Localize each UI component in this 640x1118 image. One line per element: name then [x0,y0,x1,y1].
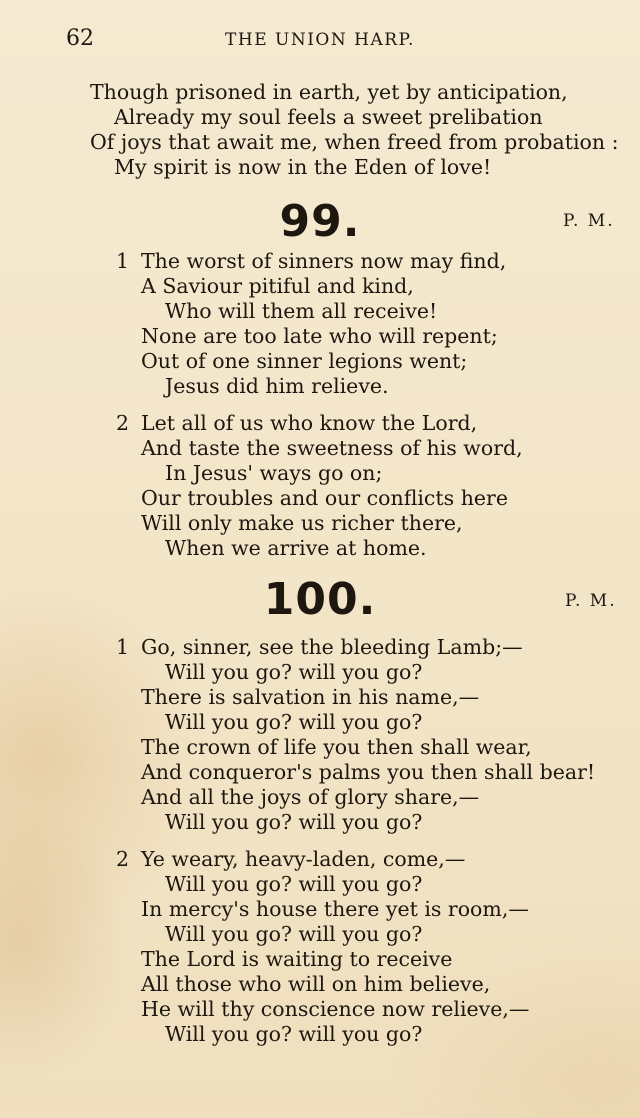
verse-line: In mercy's house there yet is room,— [141,897,529,921]
verse-line: The worst of sinners now may find, [141,249,507,273]
verse-line: In Jesus' ways go on; [165,461,383,485]
verse-line: A Saviour pitiful and kind, [141,274,414,298]
verse-line: Will you go? will you go? [165,810,423,834]
verse-line: When we arrive at home. [165,536,427,560]
verse-line: Out of one sinner legions went; [141,349,468,373]
verse-line: Will you go? will you go? [165,922,423,946]
stanza-number: 2 [116,411,130,435]
intro-stanza [90,80,635,180]
verse-line: And all the joys of glory share,— [141,785,480,809]
verse-line: Of joys that await me, when freed from probation : [90,130,619,154]
verse-line: And conqueror's palms you then shall bear! [141,760,596,784]
verse-line: All those who will on him believe, [141,972,491,996]
verse-line: Will only make us richer there, [141,511,463,535]
hymn-number: 100. [263,574,377,625]
verse-line: He will thy conscience now relieve,— [141,997,530,1021]
meter-label: P. M. [565,591,617,611]
page-number: 62 [66,26,94,51]
running-title: THE UNION HARP. [225,30,415,50]
verse-line: Who will them all receive! [165,299,438,323]
verse-line: There is salvation in his name,— [141,685,480,709]
stanza-number: 1 [116,249,130,273]
verse-line: And taste the sweetness of his word, [141,436,523,460]
verse-line: None are too late who will repent; [141,324,498,348]
verse-line: Will you go? will you go? [165,710,423,734]
verse-line: Let all of us who know the Lord, [141,411,478,435]
verse-line: Will you go? will you go? [165,872,423,896]
verse-line: Will you go? will you go? [165,660,423,684]
verse-line: Our troubles and our conflicts here [141,486,508,510]
meter-label: P. M. [563,211,615,231]
stanza-number: 2 [116,847,130,871]
hymn-number: 99. [279,196,361,247]
verse-line: Already my soul feels a sweet prelibation [114,105,543,129]
verse-line: Will you go? will you go? [165,1022,423,1046]
verse-line: Go, sinner, see the bleeding Lamb;— [141,635,523,659]
stanza-number: 1 [116,635,130,659]
verse-line: Ye weary, heavy-laden, come,— [141,847,466,871]
verse-line: The crown of life you then shall wear, [141,735,532,759]
verse-line: The Lord is waiting to receive [141,947,453,971]
verse-line: Though prisoned in earth, yet by anticipation, [90,80,568,104]
verse-line: Jesus did him relieve. [165,374,389,398]
verse-line: My spirit is now in the Eden of love! [114,155,492,179]
